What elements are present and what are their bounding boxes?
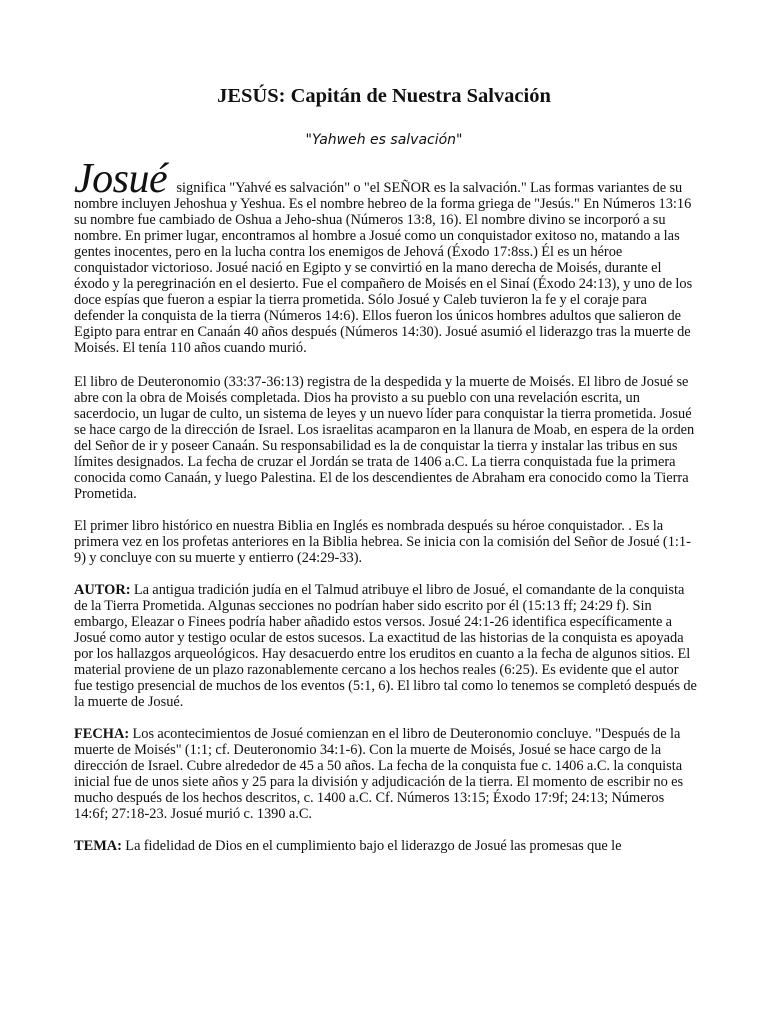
drop-word: Josué <box>74 156 168 202</box>
document-subtitle: "Yahweh es salvación" <box>305 132 463 148</box>
tema-text: La fidelidad de Dios en el cumplimiento bajo el liderazgo de Josué las promesas que le <box>125 838 622 854</box>
paragraph-deuteronomio-text: El libro de Deuteronomio (33:37-36:13) registra de la despedida y la muerte de Moisés. El libro de Josué se abre con la obra de Moisés completada. Dios ha provisto a su pueblo con una revelación escrita, un sacerdocio, un lugar de culto, un sistema de leyes y un nuevo líder para conquistar la tierra prometida. Josué se hace cargo de la dirección de Israel. Los israelitas acamparon en la llanura de Moab, en espera de la orden del Señor de ir y poseer Canaán. Su responsabilidad es la de conquistar la tierra y instalar las tribus en sus límites designados. La fecha de cruzar el Jordán se trata de 1406 a.C. La tierra conquistada fue la primera conocida como Canaán, y luego Palestina. El de los descendientes de Abraham era conocido como la Tierra Prometida. <box>74 374 695 502</box>
paragraph-tema <box>74 838 698 854</box>
paragraph-intro <box>74 156 698 356</box>
document-body <box>74 156 698 870</box>
paragraph-primer-libro <box>74 518 698 566</box>
autor-text: La antigua tradición judía en el Talmud atribuye el libro de Josué, el comandante de la conquista de la Tierra Prometida. Algunas secciones no podrían haber sido escrito por él (15:13 ff; 24:29 f). Sin embargo, Eleazar o Finees podría haber añadido estos versos. Josué 24:1-26 identifica específicamente a Josué como autor y testigo ocular de estos sucesos. La exactitud de las historias de la conquista es apoyada por los hallazgos arqueológicos. Hay desacuerdo entre los eruditos en cuanto a la fecha de algunos sitios. El material proviene de un plazo razonablemente cercano a los hechos reales (6:25). Es evidente que el autor fue testigo presencial de muchos de los eventos (5:1, 6). El libro tal como lo tenemos se completó después de la muerte de Josué. <box>74 582 697 710</box>
tema-label: TEMA: <box>74 838 122 854</box>
document-title: JESÚS: Capitán de Nuestra Salvación <box>217 85 551 107</box>
fecha-text: Los acontecimientos de Josué comienzan en el libro de Deuteronomio concluye. "Después de la muerte de Moisés" (1:1; cf. Deuteronomio 34:1-6). Con la muerte de Moisés, Josué se hace cargo de la dirección de Israel. Cubre alrededor de 45 a 50 años. La fecha de la conquista fue c. 1406 a.C. la conquista inicial fue de unos siete años y 25 para la división y adjudicación de la tierra. El momento de escribir no es mucho después de los hechos descritos, c. 1400 a.C. Cf. Números 13:15; Éxodo 17:9f; 24:13; Números 14:6f; 27:18-23. Josué murió c. 1390 a.C. <box>74 726 684 822</box>
autor-label: AUTOR: <box>74 582 131 598</box>
paragraph-deuteronomio <box>74 374 698 502</box>
paragraph-fecha <box>74 726 698 822</box>
fecha-label: FECHA: <box>74 726 130 742</box>
paragraph-intro-text: significa "Yahvé es salvación" o "el SEÑOR es la salvación." Las formas variantes de su nombre incluyen Jehoshua y Yeshua. Es el nombre hebreo de la forma griega de "Jesús." En Números 13:16 su nombre fue cambiado de Oshua a Jeho-shua (Números 13:8, 16). El nombre divino se incorporó a su nombre. En primer lugar, encontramos al hombre a Josué como un conquistador exitoso no, matando a las gentes inocentes, pero en la lucha contra los enemigos de Jehová (Éxodo 17:8ss.) Él es un héroe conquistador victorioso. Josué nació en Egipto y se convirtió en la mano derecha de Moisés, durante el éxodo y la peregrinación en el desierto. Fue el compañero de Moisés en el Sinaí (Éxodo 24:13), y uno de los doce espías que fueron a espiar la tierra prometida. Sólo Josué y Caleb tuvieron la fe y el coraje para defender la conquista de la tierra (Números 14:6). Ellos fueron los únicos hombres adultos que salieron de Egipto para entrar en Canaán 40 años después (Números 14:30). Josué asumió el liderazgo tras la muerte de Moisés. El tenía 110 años cuando murió. <box>74 180 693 356</box>
paragraph-autor <box>74 582 698 710</box>
paragraph-primer-libro-text: El primer libro histórico en nuestra Biblia en Inglés es nombrada después su héroe conquistador. . Es la primera vez en los profetas anteriores en la Biblia hebrea. Se inicia con la comisión del Señor de Josué (1:1-9) y concluye con su muerte y entierro (24:29-33). <box>74 518 691 566</box>
